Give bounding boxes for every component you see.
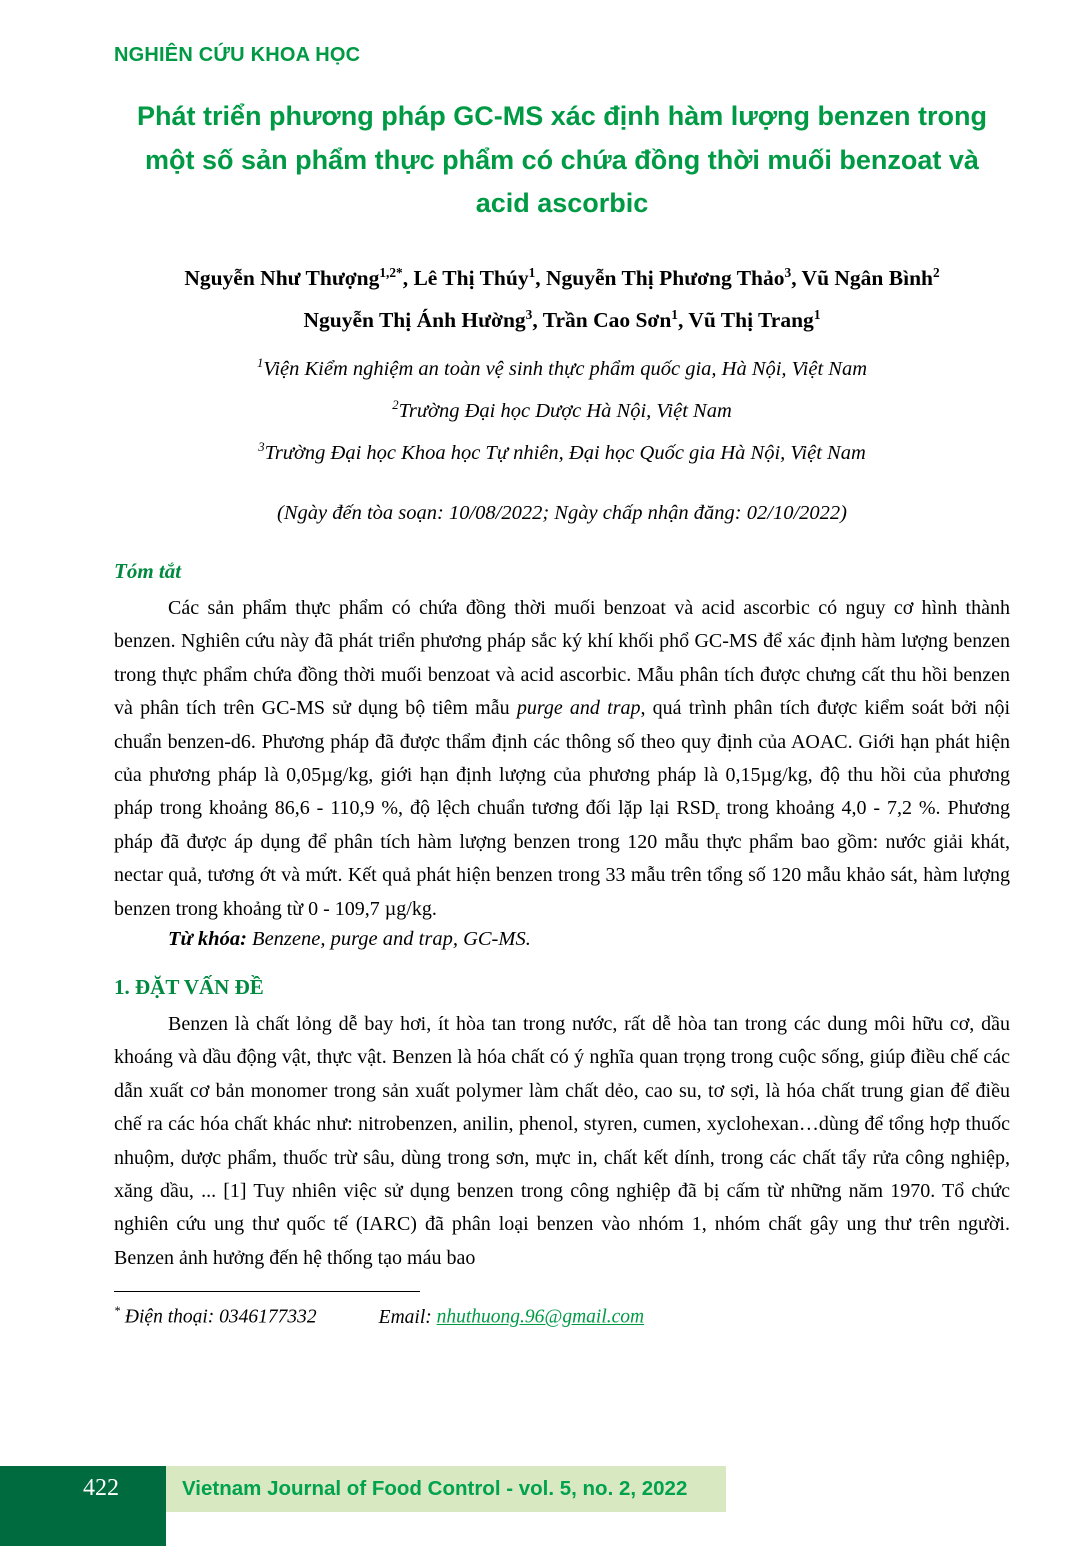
footer-journal-bar [166, 1466, 726, 1512]
section-1-paragraph: Benzen là chất lỏng dễ bay hơi, ít hòa tan trong nước, rất dễ hòa tan trong các dung môi hữu cơ, dầu khoáng và dầu động vật, thực vật. Benzen là hóa chất có ý nghĩa quan trọng trong cuộc sống, giúp điều chế các dẫn xuất cơ bản monomer trong sản xuất polymer làm chất dẻo, cao su, tơ sợi, là hóa chất trung gian để điều chế ra các hóa chất khác như: nitrobenzen, anilin, phenol, styren, cumen, xyclohexan…dùng để tổng hợp thuốc nhuộm, dược phẩm, thuốc trừ sâu, dùng trong sơn, mực in, chất kết dính, trong các chất tẩy rửa công nghiệp, xăng dầu, ... [1] Tuy nhiên việc sử dụng benzen trong công nghiệp đã bị cấm từ những năm 1970. Tổ chức nghiên cứu ung thư quốc tế (IARC) đã phân loại benzen vào nhóm 1, nhóm chất gây ung thư trên người. Benzen ảnh hưởng đến hệ thống tạo máu bao [114, 1013, 1010, 1269]
abstract-text: , quá trình phân tích được kiểm soát bởi nội chuẩn benzen-d6. Phương pháp đã được thẩm định các thông số theo quy định của AOAC. Giới hạn phát hiện của phương pháp là 0,05µg/kg, giới hạn định lượng của phương pháp là 0,15µg/kg, độ thu hồi của phương pháp trong khoảng 86,6 - 110,9 %, độ lệch chuẩn tương đối lặp lại RSD [114, 697, 1010, 820]
section-kicker: NGHIÊN CỨU KHOA HỌC [114, 44, 361, 66]
affiliation-line [114, 390, 1010, 432]
affiliation-text: Viện Kiểm nghiệm an toàn vệ sinh thực phẩm quốc gia, Hà Nội, Việt Nam [263, 358, 868, 381]
abstract-paragraph [114, 592, 1010, 926]
author-name: , Vũ Ngân Bình [791, 266, 933, 291]
abstract-italic-term: purge and trap [516, 697, 641, 720]
journal-title: Vietnam Journal of Food Control - vol. 5, no. 2, 2022 [182, 1477, 688, 1500]
author-name: , Vũ Thị Trang [677, 308, 814, 333]
author-affil-marker: 3 [784, 265, 792, 281]
keywords-label: Từ khóa: [168, 928, 247, 950]
footnote-phone: Điện thoại: 0346177332 [120, 1306, 317, 1328]
article-title: Phát triển phương pháp GC-MS xác định hàm lượng benzen trong một số sản phẩm thực phẩm có chứa đồng thời muối benzoat và acid ascorbic [137, 101, 987, 219]
footer-page-number-box [0, 1466, 166, 1546]
author-affil-marker: 3 [525, 306, 533, 322]
author-name: Nguyễn Thị Ánh Hường [303, 308, 526, 333]
authors-line-1 [114, 258, 1010, 300]
abstract-subscript: r [715, 807, 720, 823]
section-1-heading: 1. ĐẶT VẤN ĐỀ [114, 975, 264, 999]
author-affil-marker: 1 [671, 306, 678, 322]
keywords-text: Benzene, purge and trap, GC-MS. [246, 928, 531, 950]
footnote-divider [114, 1291, 420, 1292]
authors-line-2 [114, 300, 1010, 342]
footnote-marker: * [114, 1304, 121, 1319]
author-name: , Lê Thị Thúy [402, 266, 529, 291]
affiliation-marker: 3 [258, 440, 265, 455]
author-affil-marker: 1 [813, 306, 821, 322]
submission-dates: (Ngày đến tòa soạn: 10/08/2022; Ngày chấp nhận đăng: 02/10/2022) [277, 502, 847, 525]
affiliation-text: Trường Đại học Khoa học Tự nhiên, Đại học Quốc gia Hà Nội, Việt Nam [264, 442, 866, 465]
author-name: , Nguyễn Thị Phương Thảo [535, 266, 785, 291]
author-name: Nguyễn Như Thượng [184, 266, 380, 291]
affiliation-marker: 2 [392, 398, 399, 413]
author-affil-marker: 1 [528, 265, 536, 281]
page-number: 422 [83, 1475, 119, 1501]
footnote [114, 1304, 1010, 1329]
author-name: , Trần Cao Sơn [532, 308, 672, 333]
affiliation-marker: 1 [256, 356, 264, 371]
author-affil-marker: 2 [933, 265, 940, 281]
author-affil-marker: 1,2* [379, 265, 403, 281]
abstract-text: trong khoảng 4,0 - 7,2 %. Phương pháp đã được áp dụng để phân tích hàm lượng benzen trong 120 mẫu thực phẩm bao gồm: nước giải khát, nectar quả, tương ớt và mứt. Kết quả phát hiện benzen trong 33 mẫu trên tổng số 120 mẫu khảo sát, hàm lượng benzen trong khoảng từ 0 - 109,7 µg/kg. [114, 797, 1011, 920]
affiliation-line [114, 348, 1010, 390]
affiliation-text: Trường Đại học Dược Hà Nội, Việt Nam [398, 400, 732, 423]
affiliations [114, 348, 1010, 474]
keywords-line [114, 928, 1010, 951]
abstract-text: Các sản phẩm thực phẩm có chứa đồng thời muối benzoat và acid ascorbic có nguy cơ hình thành benzen. Nghiên cứu này đã phát triển phương pháp sắc ký khí khối phổ GC-MS để xác định hàm lượng benzen trong thực phẩm chứa đồng thời muối benzoat và acid ascorbic. Mẫu phân tích được chưng cất thu hồi benzen và phân tích trên GC-MS sử dụng bộ tiêm mẫu [114, 597, 1010, 720]
email-link[interactable]: nhuthuong.96@gmail.com [436, 1306, 645, 1328]
affiliation-line [114, 432, 1010, 474]
abstract-heading: Tóm tắt [114, 559, 182, 584]
footnote-email-label: Email: [378, 1306, 437, 1328]
